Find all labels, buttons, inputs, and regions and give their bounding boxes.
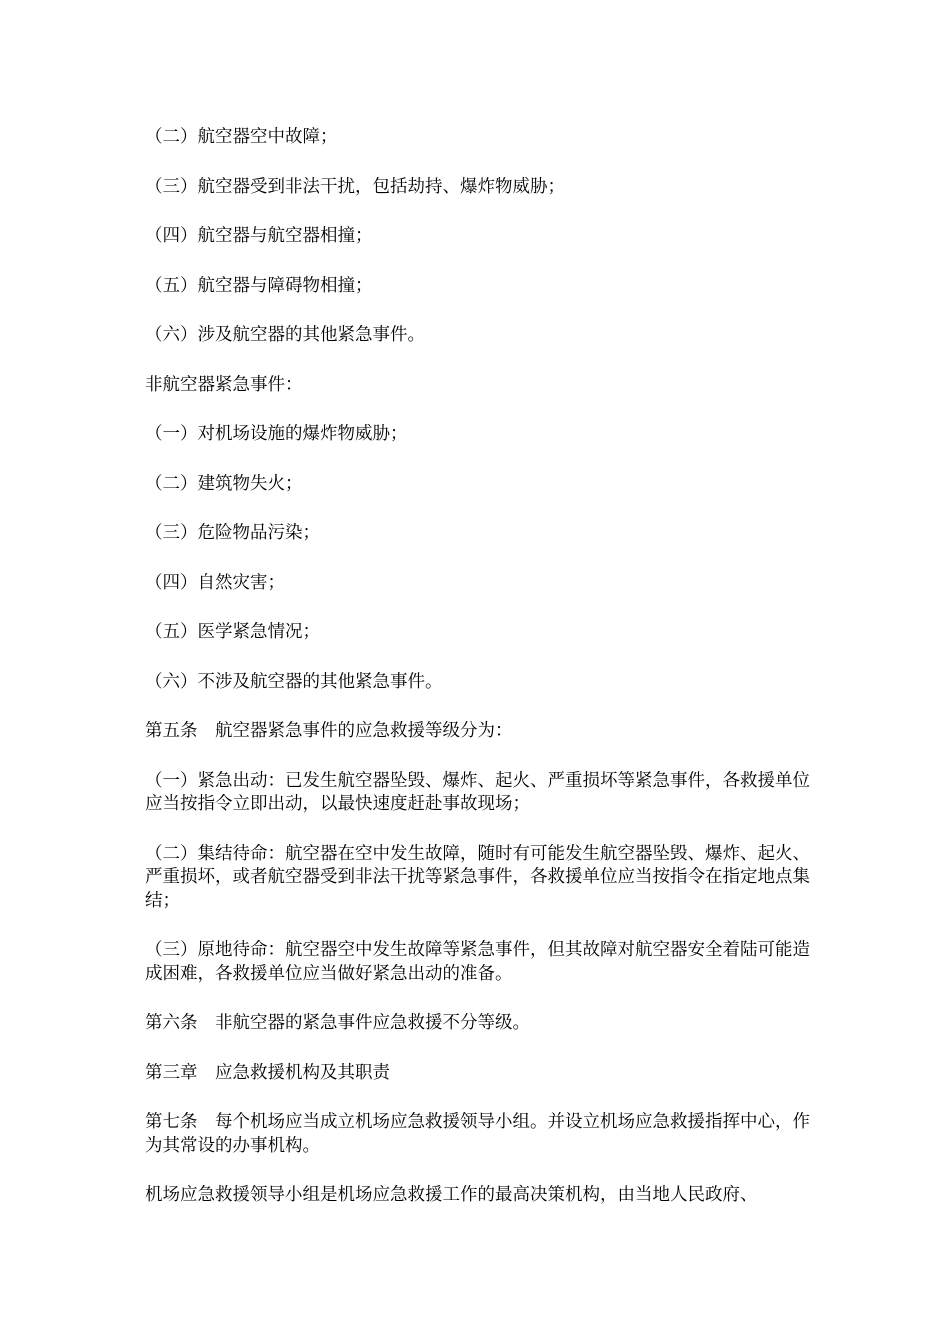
paragraph-non-aircraft-heading: 非航空器紧急事件： (145, 374, 303, 395)
paragraph-item-2-building-fire: （二）建筑物失火； (145, 473, 303, 494)
paragraph-item-2-aircraft-air-fault: （二）航空器空中故障； (145, 127, 338, 147)
paragraph-item-1-explosive-threat: （一）对机场设施的爆炸物威胁； (145, 424, 408, 444)
paragraph-item-5-medical-emergency: （五）医学紧急情况； (145, 622, 320, 642)
paragraph-article-6: 第六条 非航空器的紧急事件应急救援不分等级。 (145, 1013, 530, 1033)
paragraph-level-assemble-standby: （二）集结待命：航空器在空中发生故障，随时有可能发生航空器坠毁、爆炸、起火、严重损坏，或者航空器受到非法干扰等紧急事件，各救援单位应当按指令在指定地点集结； (145, 843, 810, 911)
paragraph-item-4-natural-disaster: （四）自然灾害； (145, 572, 285, 593)
paragraph-item-6-other-non-aircraft: （六）不涉及航空器的其他紧急事件。 (145, 671, 443, 692)
paragraph-item-5-obstacle-collision: （五）航空器与障碍物相撞； (145, 275, 373, 296)
paragraph-article-7: 第七条 每个机场应当成立机场应急救援领导小组。并设立机场应急救援指挥中心，作为其常设的办事机构。 (145, 1112, 810, 1156)
paragraph-item-4-aircraft-collision: （四）航空器与航空器相撞； (145, 226, 373, 246)
paragraph-level-emergency-dispatch: （一）紧急出动：已发生航空器坠毁、爆炸、起火、严重损坏等紧急事件，各救援单位应当按指令立即出动，以最快速度赶赴事故现场； (145, 770, 810, 814)
paragraph-chapter-3-heading: 第三章 应急救援机构及其职责 (145, 1062, 390, 1083)
paragraph-leadership-group: 机场应急救援领导小组是机场应急救援工作的最高决策机构，由当地人民政府、 (145, 1185, 758, 1205)
document-body (145, 126, 825, 1234)
paragraph-level-local-standby: （三）原地待命：航空器空中发生故障等紧急事件，但其故障对航空器安全着陆可能造成困难，各救援单位应当做好紧急出动的准备。 (145, 940, 810, 984)
paragraph-article-5: 第五条 航空器紧急事件的应急救援等级分为： (145, 721, 513, 741)
paragraph-item-3-hazmat: （三）危险物品污染； (145, 523, 320, 543)
paragraph-item-3-unlawful-interference: （三）航空器受到非法干扰，包括劫持、爆炸物威胁； (145, 176, 565, 197)
paragraph-item-6-other-aircraft-emergency: （六）涉及航空器的其他紧急事件。 (145, 325, 425, 345)
